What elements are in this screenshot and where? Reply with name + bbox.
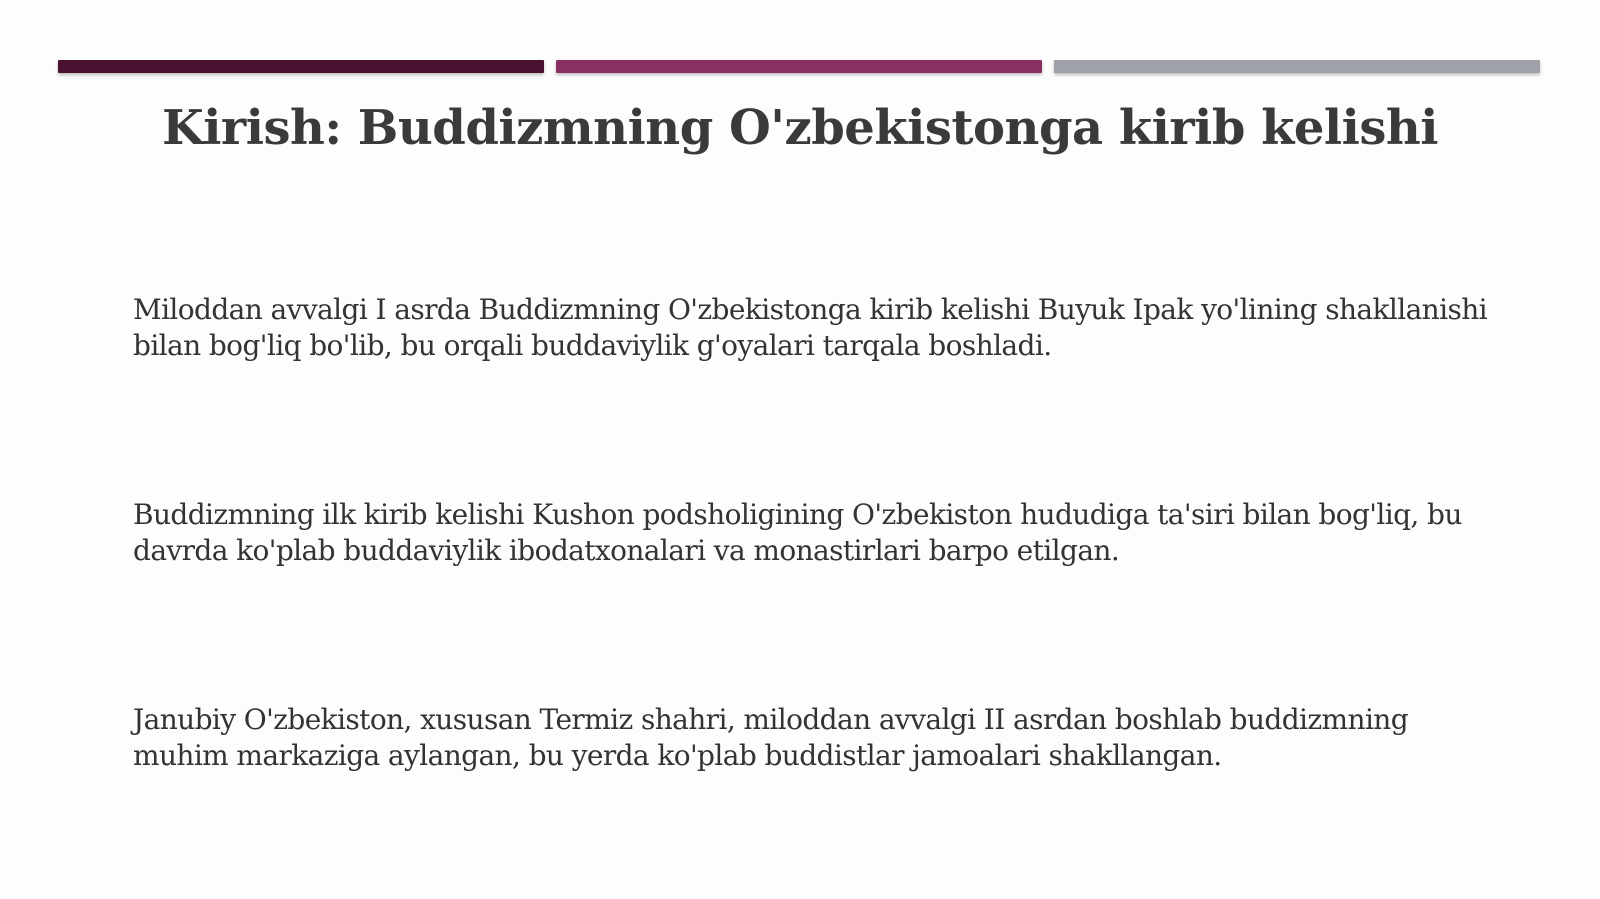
paragraph-1: Miloddan avvalgi I asrda Buddizmning O'zbekistonga kirib kelishi Buyuk Ipak yo'lining shakllanishi bilan bog'liq bo'lib, bu orqali buddaviylik g'oyalari tarqala boshladi. — [133, 293, 1488, 362]
accent-bar-gray — [1054, 60, 1540, 73]
slide-title: Kirish: Buddizmning O'zbekistonga kirib kelishi — [161, 100, 1439, 156]
accent-bar-magenta — [556, 60, 1042, 73]
paragraph-2: Buddizmning ilk kirib kelishi Kushon podsholigining O'zbekiston hududiga ta'siri bilan bog'liq, bu davrda ko'plab buddaviylik ibodatxonalari va monastirlari barpo etilgan. — [133, 498, 1462, 567]
paragraph-3: Janubiy O'zbekiston, xususan Termiz shahri, miloddan avvalgi II asrdan boshlab buddizmning muhim markaziga aylangan, bu yerda ko'plab buddistlar jamoalari shakllangan. — [133, 703, 1409, 772]
accent-bar-dark-plum — [58, 60, 544, 73]
